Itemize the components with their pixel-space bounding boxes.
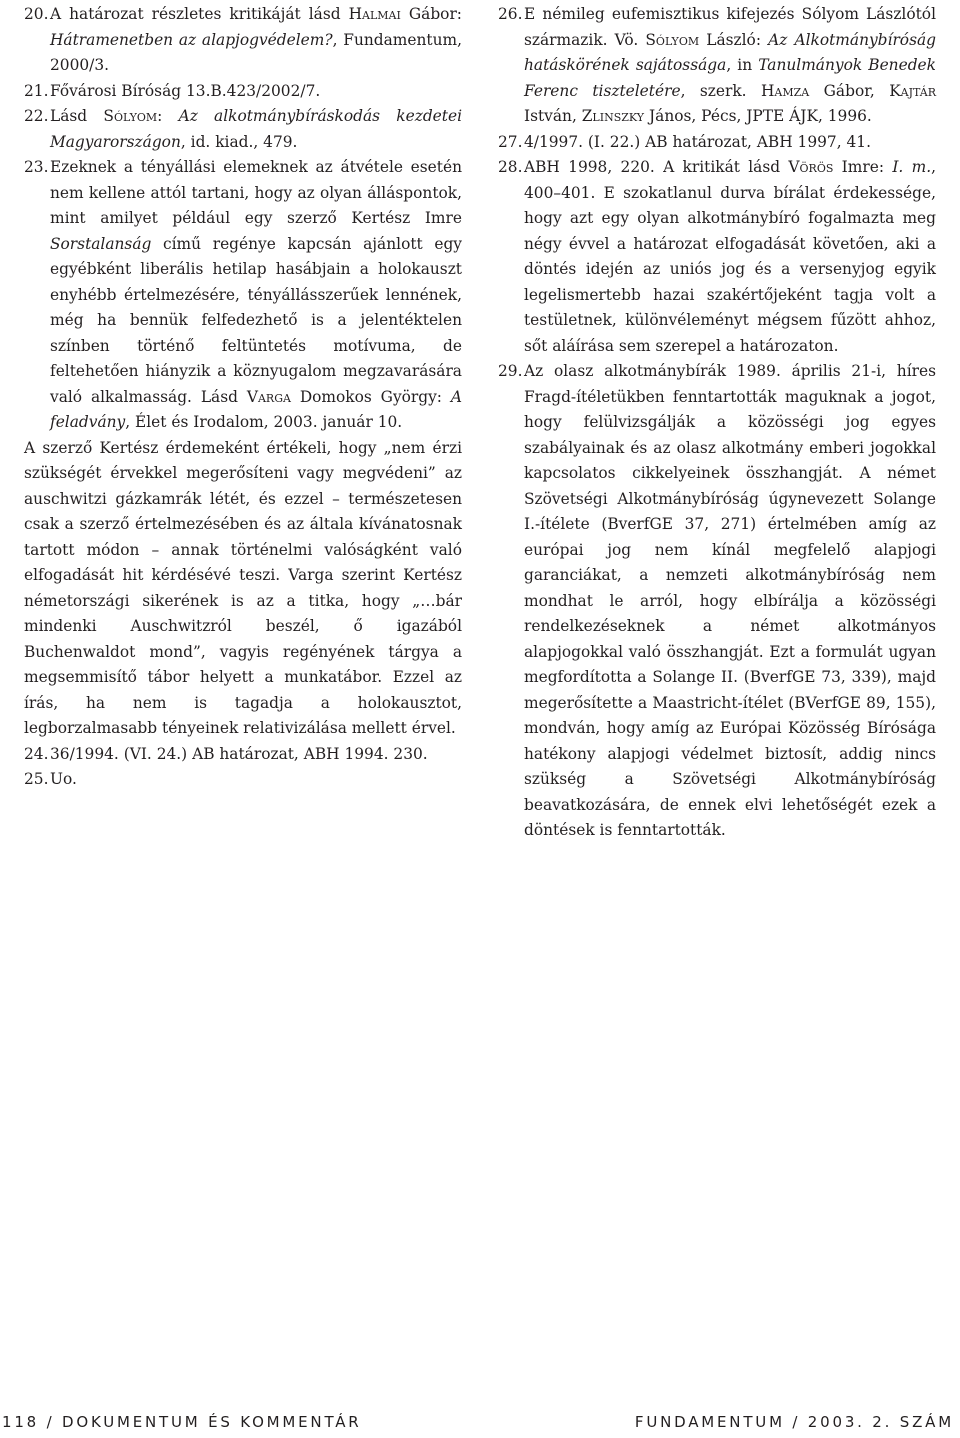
footnote-text: című regénye kapcsán ajánlott egy egyébként liberális hetilap hasábjain a holokauszt enyhébb értelmezésére, tényállásszerűek lennének, még ha bennük felfedezhető is a jelentéktelen színben történő feltüntetés motívuma, de feltehetően hiányzik a köznyugalom megzavarására való alkalmasság. Lásd [50, 234, 462, 406]
work-title: I. m. [892, 158, 932, 176]
author-name: Sólyom [645, 30, 700, 49]
author-name: Sólyom [103, 107, 158, 125]
footnote-number: 27. [498, 132, 523, 151]
author-name: Zlinszky [581, 107, 645, 125]
footnote-22 [24, 104, 462, 155]
footnote-text: A határozat részletes kritikáját lásd [50, 5, 349, 23]
footnote-text: Uo. [50, 770, 77, 788]
footnote-text: 4/1997. (I. 22.) AB határozat, ABH 1997, 41. [524, 132, 871, 151]
footnote-number: 26. [498, 5, 523, 23]
footnote-text: Lásd [50, 107, 104, 125]
footnote-text: Ezeknek a tényállási elemeknek az átvétele esetén nem kellene attól tartani, hogy az olyan álláspontok, mint amilyet például egy szerző Kertész Imre [50, 158, 462, 227]
author-name: Hamza [760, 81, 810, 100]
footnote-text: Fővárosi Bíróság 13.B.423/2002/7. [50, 81, 321, 100]
footnote-23-paragraph-2: A szerző Kertész érdemeként értékeli, hogy „nem érzi szükségét érvekkel megerősíteni vagy megvédeni” az auschwitzi gázkamrák létét, és ezzel – természetesen csak a szerző értelmezésében és az általa kívánatosnak tartott módon – annak történelmi valóságként való elfogadását hit kérdésévé teszi. Varga szerint Kertész németországi sikerének is az a titka, hogy „…bár mindenki Auschwitzról beszél, ő igazából Buchenwaldot mond”, vagyis regényének tárgya a megsemmisítő tábor helyett a munkatábor. Ezzel az írás, ha nem is tagadja a holokausztot, legborzalmasabb tényeinek relativizálása mellett érvel. [24, 438, 462, 737]
footnote-text: , in [726, 56, 759, 74]
footnote-text: 36/1994. (VI. 24.) AB határozat, ABH 1994. 230. [50, 744, 428, 763]
footnote-number: 22. [24, 107, 49, 125]
footnote-21 [24, 79, 462, 105]
footnote-text: János, Pécs, JPTE ÁJK, 1996. [644, 107, 872, 125]
footnote-text: , 400–401. E szokatlanul durva bírálat érdekessége, hogy azt egy olyan alkotmánybíró fogalmazta meg négy évvel a határozat elfogadását követően, aki a döntés idején az uniós jog és a versenyjog egyik legelismertebb hazai szakértőjeként tagja volt a testületnek, különvéleményt mégsem fűzött ahhoz, sőt aláírása sem szerepel a határozaton. [524, 158, 937, 355]
work-title: A feladvány [50, 387, 463, 431]
work-title: Az Alkotmánybíróság hatáskörének sajátossága [524, 30, 936, 74]
footnote-28 [498, 155, 936, 359]
author-name: Kajtár [889, 81, 937, 100]
work-title: Sorstalanság [50, 234, 152, 253]
footnote-number: 29. [498, 362, 523, 380]
footnote-29 [498, 359, 936, 844]
footnote-20 [24, 2, 462, 79]
footnote-text: , id. kiad., 479. [180, 132, 298, 151]
footnote-text: , szerk. [680, 81, 761, 100]
footnote-24 [24, 742, 462, 768]
page-footer-right: FUNDAMENTUM / 2003. 2. SZÁM [634, 1413, 954, 1431]
left-column [24, 2, 462, 793]
footnote-text: : [157, 107, 179, 125]
footnote-number: 28. [498, 158, 523, 176]
footnote-text: Gábor: [400, 5, 462, 23]
footnote-23 [24, 155, 462, 436]
footnote-text: Domokos György: [290, 387, 451, 406]
footnote-text: Az olasz alkotmánybírák 1989. április 21-i, híres Fragd-ítéletükben fenntartották maguknak a jogot, hogy felülvizsgálják a közösségi jog egyes szabályainak és az olasz alkotmány emberi jogokkal kapcsolatos cikkelyeinek összhangját. A német Szövetségi Alkotmánybíróság úgynevezett Solange I.-ítélete (BverfGE 37, 271) értelmében amíg az európai jog nem kínál megfelelő alapjogi garanciákat, a nemzeti alkotmánybíróság nem mondhat le arról, hogy elbírálja a közösségi rendelkezéseknek a német alkotmányos alapjogokkal való összhangját. Ezt a formulát ugyan megfordította a Solange II. (BverfGE 73, 339), majd megerősítette a Maastricht-ítélet (BVerfGE 89, 155), mondván, hogy amíg az Európai Közösség Bírósága hatékony alapjogi védelmet biztosít, addig nincs szükség a Szövetségi Alkotmánybíróság beavatkozására, de ennek elvi lehetőségét ezek a döntések is fenntartották. [524, 362, 936, 839]
work-title: Az alkotmánybíráskodás kezdetei Magyarországon [50, 107, 463, 151]
author-name: Halmai [348, 5, 401, 23]
footnote-text: , Élet és Irodalom, 2003. január 10. [125, 413, 403, 431]
right-column [498, 2, 936, 844]
author-name: Vörös [788, 158, 834, 176]
footnote-text: László: [699, 30, 769, 49]
work-title: Hátramenetben az alapjogvédelem? [50, 30, 333, 49]
footnote-number: 20. [24, 5, 49, 23]
footnote-25 [24, 767, 462, 793]
footnote-text: , Fundamentum, 2000/3. [50, 30, 462, 74]
footnote-text: István, [524, 107, 582, 125]
footnote-26 [498, 2, 936, 130]
work-title: Tanulmányok Benedek Ferenc tiszteletére [524, 56, 936, 100]
footnote-text: Imre: [833, 158, 893, 176]
footnote-text: ABH 1998, 220. A kritikát lásd [524, 158, 789, 176]
footnote-number: 21. [24, 81, 49, 100]
page-footer-left: 118 / DOKUMENTUM ÉS KOMMENTÁR [2, 1413, 362, 1431]
footnote-number: 24. [24, 744, 49, 763]
footnote-text: E némileg eufemisztikus kifejezés Sólyom Lászlótól származik. Vö. [524, 5, 936, 49]
footnote-text: Gábor, [809, 81, 890, 100]
footnote-number: 23. [24, 158, 49, 176]
footnote-number: 25. [24, 770, 49, 788]
author-name: Varga [246, 387, 291, 406]
footnote-27 [498, 130, 936, 156]
